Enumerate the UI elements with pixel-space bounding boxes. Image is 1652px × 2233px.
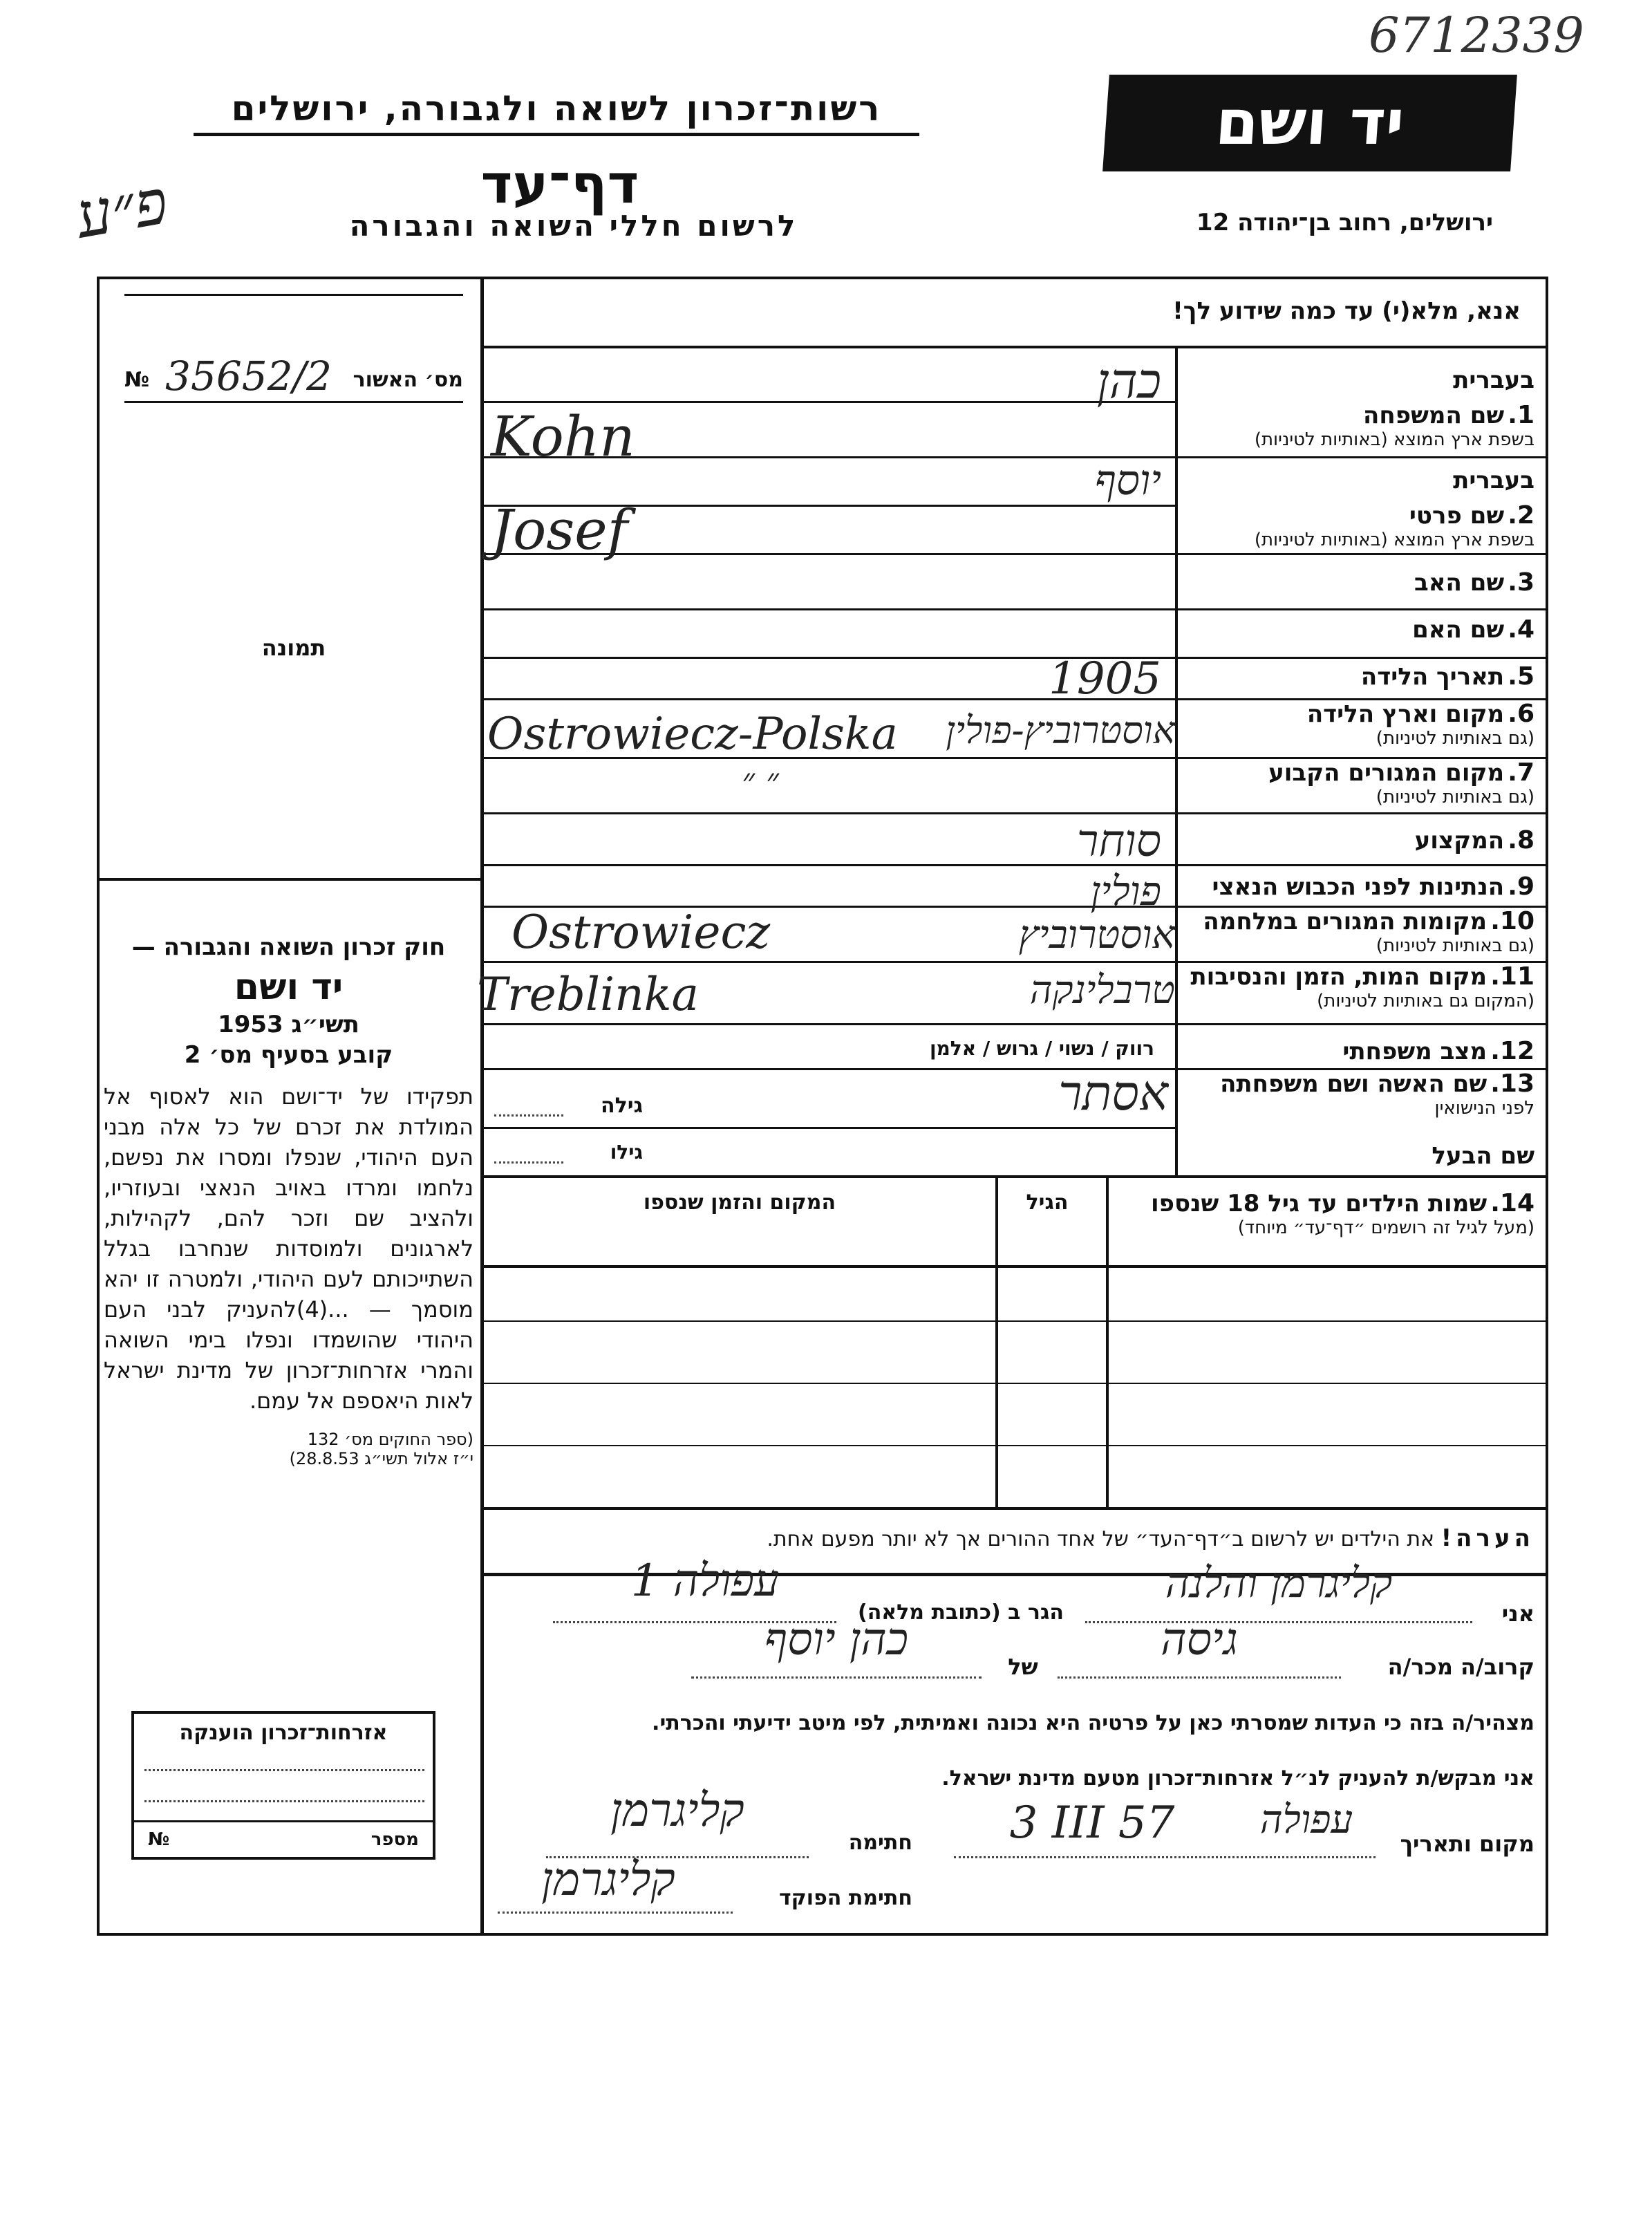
wife-age-dots [494, 1114, 563, 1116]
field-4-no: 4. [1508, 615, 1534, 644]
officer-signature: קליגרמן [541, 1853, 675, 1906]
instruction: אנא, מלא(י) עד כמה שידוע לך! [1172, 297, 1521, 325]
field-13-name: שם האשה ושם משפחתה [1220, 1070, 1487, 1098]
field-9-label [1189, 872, 1534, 901]
field-9-hebrew: פולין [1090, 868, 1161, 915]
law-text: תפקידו של יד־ושם הוא לאסוף אל המולדת את זכרם של כל אלה מבני העם היהודי, שנפלו ומסרו את נפשם, נלחמו ומרדו באויב הנאצי ובעוזריו, ולהציב שם וזכר להם, לקהילות, לארגונים ולמוסדות שנחרבו בגלל השתייכותם לעם היהודי, ולמטרה זו יהא מוסמך — ...(4)להעניק לבני העם היהודי שהושמדו ונפלו בימי השואה והמרי אזרחות־זכרון של מדינת ישראל לאות היאספם אל עמם. [104, 1083, 474, 1414]
field-8-no: 8. [1508, 826, 1534, 854]
field-10-hebrew: אוסטרוביץ [1018, 913, 1175, 957]
approval-label: מס׳ האשור [353, 368, 463, 392]
field-13-no: 13. [1490, 1069, 1534, 1098]
field-7-label [1189, 758, 1534, 807]
law-year: תשי״ג 1953 [218, 1011, 359, 1038]
of-label: של [1008, 1654, 1038, 1680]
field-4-label [1189, 615, 1534, 644]
field-8-name: המקצוע [1414, 827, 1505, 854]
request-text: אני מבקש/ת להעניק לנ״ל אזרחות־זכרון מטעם מדינת ישראל. [941, 1766, 1534, 1791]
photo-label: תמונה [261, 635, 326, 661]
field-3-no: 3. [1508, 568, 1534, 597]
children-sub: (מעל לגיל זה רושמים ״דף־עד״ מיוחד) [1237, 1217, 1534, 1238]
field-10-latin: Ostrowiecz [511, 906, 771, 959]
children-col-age: הגיל [1026, 1190, 1069, 1215]
field-5-label [1189, 662, 1534, 691]
field-6-latin: Ostrowiecz-Polska [487, 709, 898, 760]
witness-address: עפולה 1 [630, 1555, 780, 1607]
children-note [498, 1524, 1534, 1552]
field-12-no: 12. [1490, 1037, 1534, 1065]
law-source-date: י״ז אלול תשי״ג 28.8.53) [289, 1449, 473, 1468]
field-1-lang: בעברית [1453, 366, 1534, 394]
field-11-hebrew: טרבלינקה [1029, 968, 1175, 1013]
approval-number [124, 353, 463, 403]
field-7-no: 7. [1508, 758, 1534, 787]
field-3-label [1189, 568, 1534, 597]
witness-resides-label: הגר ב (כתובת מלאה) [857, 1600, 1064, 1625]
husband-age-label: גילו [610, 1141, 643, 1164]
field-8-hebrew: סוחר [1076, 816, 1161, 867]
memorial-box [131, 1711, 435, 1860]
husband-age-dots [494, 1161, 563, 1164]
declaration-text: מצהיר/ה בזה כי העדות שמסרתי כאן על פרטיה היא נכונה ואמיתית, לפי מיטב ידיעתי והכרתי. [652, 1711, 1534, 1735]
field-13-label [1189, 1069, 1534, 1119]
field-7-hebrew: ״ ״ [742, 760, 779, 801]
signature-value: קליגרמן [610, 1784, 744, 1837]
stamp-number: 6712339 [1369, 7, 1584, 64]
field-9-name: הנתינות לפני הכבוש הנאצי [1212, 873, 1505, 901]
form-title: דף־עד [480, 153, 639, 216]
wife-age-label: גילה [601, 1094, 643, 1118]
field-6-label [1189, 700, 1534, 749]
law-panel [104, 933, 473, 1468]
field-1-sub: בשפת ארץ המוצא (באותיות לטיניות) [1254, 429, 1534, 450]
field-6-name: מקום וארץ הלידה [1306, 700, 1505, 728]
field-12-name: מצב משפחתי [1342, 1038, 1487, 1065]
field-2-sub: בשפת ארץ המוצא (באותיות לטיניות) [1254, 530, 1534, 550]
field-1-no: 1. [1508, 401, 1534, 429]
date-value: 3 III 57 [1009, 1797, 1175, 1849]
logo-text: יד ושם [1213, 86, 1407, 159]
witness-prefix: אני [1501, 1600, 1534, 1627]
relative-label: קרוב/ה מכר/ה [1387, 1654, 1534, 1680]
approval-boxes [124, 294, 463, 337]
husband-label [1189, 1142, 1534, 1170]
law-title: חוק זכרון השואה והגבורה — [131, 933, 446, 961]
field-2-label [1189, 467, 1534, 550]
field-6-sub: (גם באותיות לטיניות) [1376, 728, 1534, 749]
children-title: שמות הילדים עד גיל 18 שנספו [1150, 1190, 1487, 1217]
field-12-label [1189, 1037, 1534, 1065]
field-2-lang: בעברית [1453, 467, 1534, 494]
children-label [1106, 1189, 1534, 1238]
field-11-name: מקום המות, הזמן והנסיבות [1190, 963, 1487, 991]
field-12-options: רווק / נשוי / גרוש / אלמן [929, 1037, 1154, 1060]
memorial-no-mark: № [148, 1829, 170, 1850]
field-5-hebrew: 1905 [1049, 653, 1161, 704]
field-9-no: 9. [1508, 872, 1534, 901]
field-10-sub: (גם באותיות לטיניות) [1376, 935, 1534, 956]
place-date-label: מקום ותאריך [1400, 1831, 1534, 1857]
field-2-latin: Josef [491, 498, 628, 562]
field-13-sub: לפני הנישואין [1434, 1098, 1534, 1119]
field-7-sub: (גם באותיות לטיניות) [1376, 787, 1534, 807]
approval-no-mark: № [124, 368, 150, 392]
field-11-label [1189, 962, 1534, 1011]
field-1-latin: Kohn [491, 404, 635, 469]
field-5-name: תאריך הלידה [1360, 663, 1505, 691]
form-subtitle: לרשום חללי השואה והגבורה [349, 209, 798, 243]
field-11-latin: Treblinka [477, 968, 699, 1021]
law-name: יד ושם [234, 966, 344, 1008]
field-1-name: שם המשפחה [1363, 402, 1505, 429]
field-13-hebrew: אסתר [1058, 1065, 1168, 1121]
note-label: הערה! [1440, 1524, 1534, 1552]
children-col-place: המקום והזמן שנספו [643, 1190, 836, 1215]
authority-name: רשות־זכרון לשואה ולגבורה, ירושלים [231, 88, 882, 129]
memorial-number-label: מספר [370, 1829, 419, 1850]
field-1-hebrew: כהן [1096, 353, 1161, 409]
witness-name: קליגרמן והלנה [1165, 1559, 1393, 1607]
husband-label-text: שם הבעל [1432, 1142, 1534, 1170]
field-6-no: 6. [1508, 700, 1534, 728]
field-6-hebrew: אוסטרוביץ-פולין [946, 709, 1175, 752]
field-10-name: מקומות המגורים במלחמה [1203, 908, 1487, 935]
note-text: את הילדים יש לרשום ב״דף־העד״ של אחד ההורים אך לא יותר מפעם אחת. [767, 1527, 1435, 1551]
yad-vashem-logo [1102, 75, 1517, 171]
officer-label: חתימת הפוקד [779, 1886, 912, 1910]
of-name: כהן יוסף [764, 1614, 909, 1665]
field-1-label [1189, 366, 1534, 450]
field-10-no: 10. [1490, 907, 1534, 935]
law-clause: קובע בסעיף מס׳ 2 [184, 1041, 393, 1069]
children-no: 14. [1490, 1189, 1534, 1217]
field-7-name: מקום המגורים הקבוע [1268, 759, 1505, 787]
field-8-label [1189, 826, 1534, 854]
field-11-no: 11. [1490, 962, 1534, 991]
address: ירושלים, רחוב בן־יהודה 12 [1196, 209, 1493, 236]
field-2-name: שם פרטי [1409, 502, 1505, 530]
law-source: (ספר החוקים מס׳ 132 [307, 1430, 473, 1449]
field-4-name: שם האם [1412, 616, 1505, 644]
approval-value: 35652/2 [165, 353, 332, 400]
memorial-title: אזרחות־זכרון הוענקה [179, 1721, 388, 1745]
margin-note: פ״ע [70, 165, 173, 253]
relation-value: גיסה [1161, 1614, 1238, 1665]
field-11-sub: (המקום גם באותיות לטיניות) [1317, 991, 1534, 1011]
place-value: עפולה [1259, 1797, 1353, 1842]
field-5-no: 5. [1508, 662, 1534, 691]
field-3-name: שם האב [1414, 569, 1505, 597]
field-2-no: 2. [1508, 501, 1534, 530]
signature-label: חתימה [848, 1831, 912, 1855]
field-2-hebrew: יוסף [1094, 456, 1161, 505]
field-10-label [1189, 907, 1534, 956]
